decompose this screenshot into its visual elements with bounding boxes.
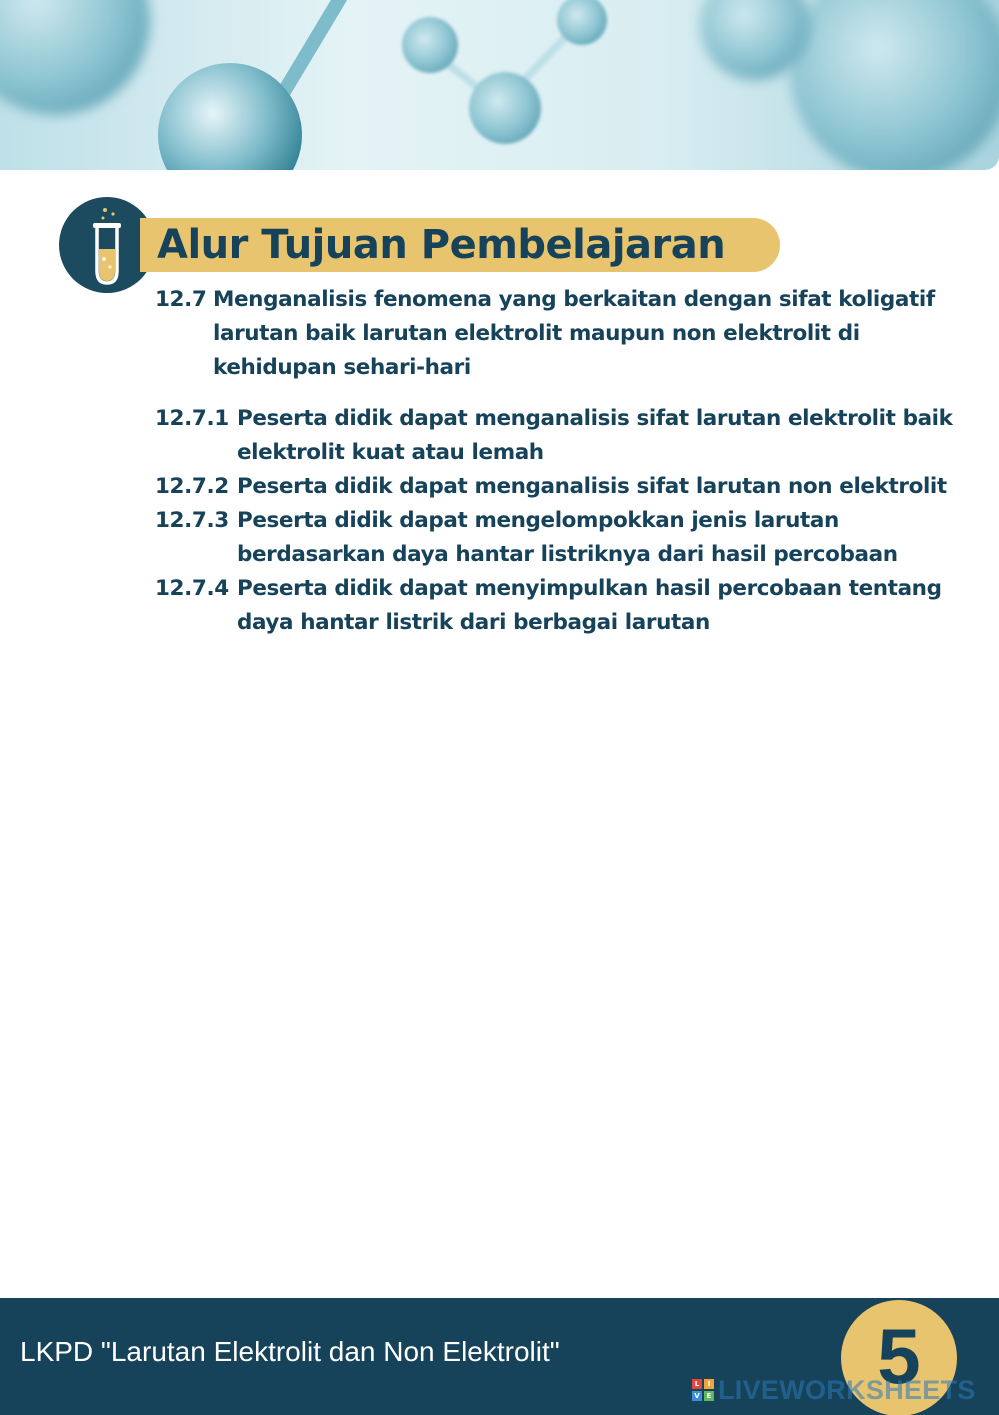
learning-objectives <box>155 283 955 640</box>
objective-number: 12.7.4 <box>155 576 229 601</box>
liveworksheets-watermark[interactable] <box>692 1374 976 1405</box>
objective-item <box>155 402 955 470</box>
objective-text: Menganalisis fenomena yang berkaitan dengan sifat koligatif larutan baik larutan elektrolit maupun non elektrolit di kehidupan sehari-hari <box>213 287 935 380</box>
objective-number: 12.7 <box>155 287 207 312</box>
objective-number: 12.7.3 <box>155 508 229 533</box>
objective-text: Peserta didik dapat menyimpulkan hasil percobaan tentang daya hantar listrik dari berbagai larutan <box>237 576 942 635</box>
liveworksheets-logo-icon <box>692 1379 714 1401</box>
molecule-banner-image <box>0 0 999 170</box>
objective-text: Peserta didik dapat menganalisis sifat larutan elektrolit baik elektrolit kuat atau lemah <box>237 406 953 465</box>
logo-letter: V <box>692 1391 702 1401</box>
objective-text: Peserta didik dapat mengelompokkan jenis larutan berdasarkan daya hantar listriknya dari hasil percobaan <box>237 508 898 567</box>
objective-main <box>155 283 955 385</box>
objective-text: Peserta didik dapat menganalisis sifat larutan non elektrolit <box>237 474 947 499</box>
objective-item <box>155 504 955 572</box>
logo-letter: L <box>692 1379 702 1389</box>
objective-number: 12.7.1 <box>155 406 229 431</box>
logo-letter: E <box>704 1391 714 1401</box>
logo-letter: I <box>704 1379 714 1389</box>
footer-title: LKPD "Larutan Elektrolit dan Non Elektrolit" <box>20 1336 560 1367</box>
page-number: 5 <box>877 1312 921 1400</box>
watermark-text: LIVEWORKSHEETS <box>718 1374 976 1405</box>
objective-item <box>155 470 955 504</box>
page-title: Alur Tujuan Pembelajaran <box>157 222 726 268</box>
objective-item <box>155 572 955 640</box>
page-footer <box>0 1298 999 1415</box>
objective-number: 12.7.2 <box>155 474 229 499</box>
